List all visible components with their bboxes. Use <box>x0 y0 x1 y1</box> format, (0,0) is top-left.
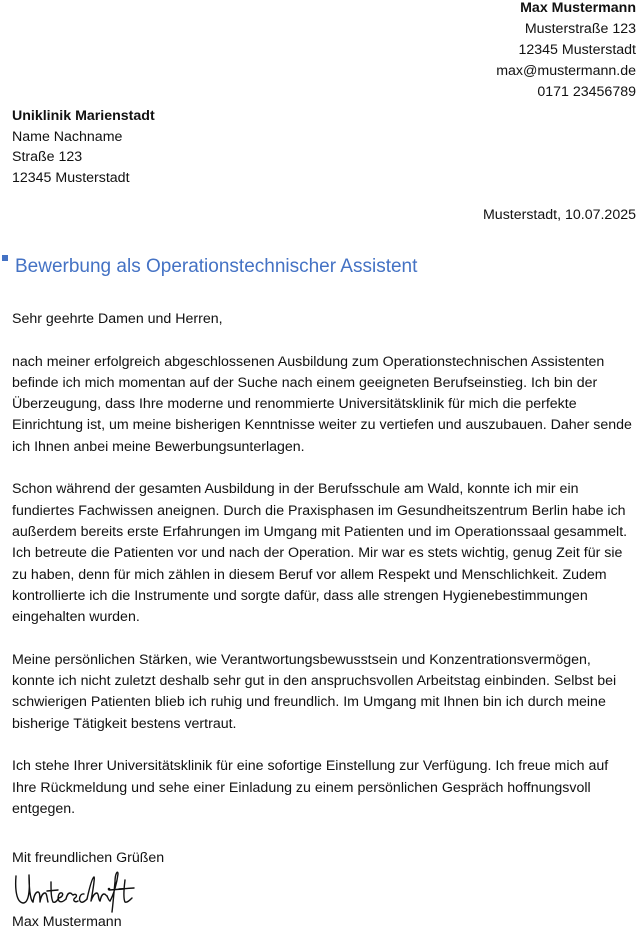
signer-name: Max Mustermann <box>12 914 122 930</box>
closing: Mit freundlichen Grüßen <box>12 850 165 866</box>
sender-street: Musterstraße 123 <box>524 21 636 37</box>
sender-phone: 0171 23456789 <box>537 84 636 100</box>
recipient-organization: Uniklinik Marienstadt <box>12 108 155 124</box>
sender-city: 12345 Musterstadt <box>518 42 636 58</box>
recipient-city: 12345 Musterstadt <box>12 169 130 186</box>
body-paragraph-3: Meine persönlichen Stärken, wie Verantwortungsbewusstsein und Konzentrationsvermögen, konnte ich nicht zuletzt deshalb sehr gut in den anspruchsvollen Arbeitstag einbinden. Selbst bei schwierigen Patienten blieb ich ruhig und freundlich. Im Umgang mit Ihnen bin ich durch meine bisherige Tätigkeit bestens vertraut. <box>12 651 617 732</box>
sender-email: max@mustermann.de <box>496 63 636 79</box>
body-paragraph-1: nach meiner erfolgreich abgeschlossenen Ausbildung zum Operationstechnischen Assistenten befinde ich mich momentan auf der Suche nach einem geeigneten Berufseinstieg. Ich bin der Überzeugung, dass Ihre moderne und renommierte Universitätsklinik für mich die perfekte Einrichtung ist, um meine bisherigen Kenntnisse weiter zu vertiefen und auszubauen. Daher sende ich Ihnen anbei meine Bewerbungsunterlagen. <box>12 353 632 455</box>
date-line: Musterstadt, 10.07.2025 <box>482 207 636 223</box>
recipient-address-block <box>12 106 155 188</box>
sender-name: Max Mustermann <box>520 0 636 16</box>
recipient-street: Straße 123 <box>12 149 83 165</box>
body-paragraph-2: Schon während der gesamten Ausbildung in der Berufsschule am Wald, konnte ich mir ein fundiertes Fachwissen aneignen. Durch die Praxisphasen im Gesundheitszentrum Berlin habe ich außerdem bereits erste Erfahrungen im Umgang mit Patienten und im Operationssaal gesammelt. Ich betreute die Patienten vor und nach der Operation. Mir war es stets wichtig, genug Zeit für sie zu haben, denn für mich zählen in diesem Beruf vor allem Respekt und Menschlichkeit. Zudem kontrollierte ich die Instrumente und sorgte dafür, dass alle strengen Hygienebestimmungen eingehalten wurden. <box>12 481 628 626</box>
subject-line <box>2 255 622 281</box>
body-paragraph-4: Ich stehe Ihrer Universitätsklinik für eine sofortige Einstellung zur Verfügung. Ich freue mich auf Ihre Rückmeldung und sehe einer Einladung zu einem persönlichen Gespräch hoffnungsvoll entgegen. <box>12 758 609 817</box>
subject-marker-square <box>2 255 8 261</box>
sender-address-block <box>496 0 636 103</box>
salutation: Sehr geehrte Damen und Herren, <box>12 311 223 327</box>
letter-body <box>12 309 634 841</box>
recipient-contact: Name Nachname <box>12 128 123 145</box>
handwritten-signature <box>12 868 142 914</box>
subject-title: Bewerbung als Operationstechnischer Assistent <box>15 256 418 277</box>
